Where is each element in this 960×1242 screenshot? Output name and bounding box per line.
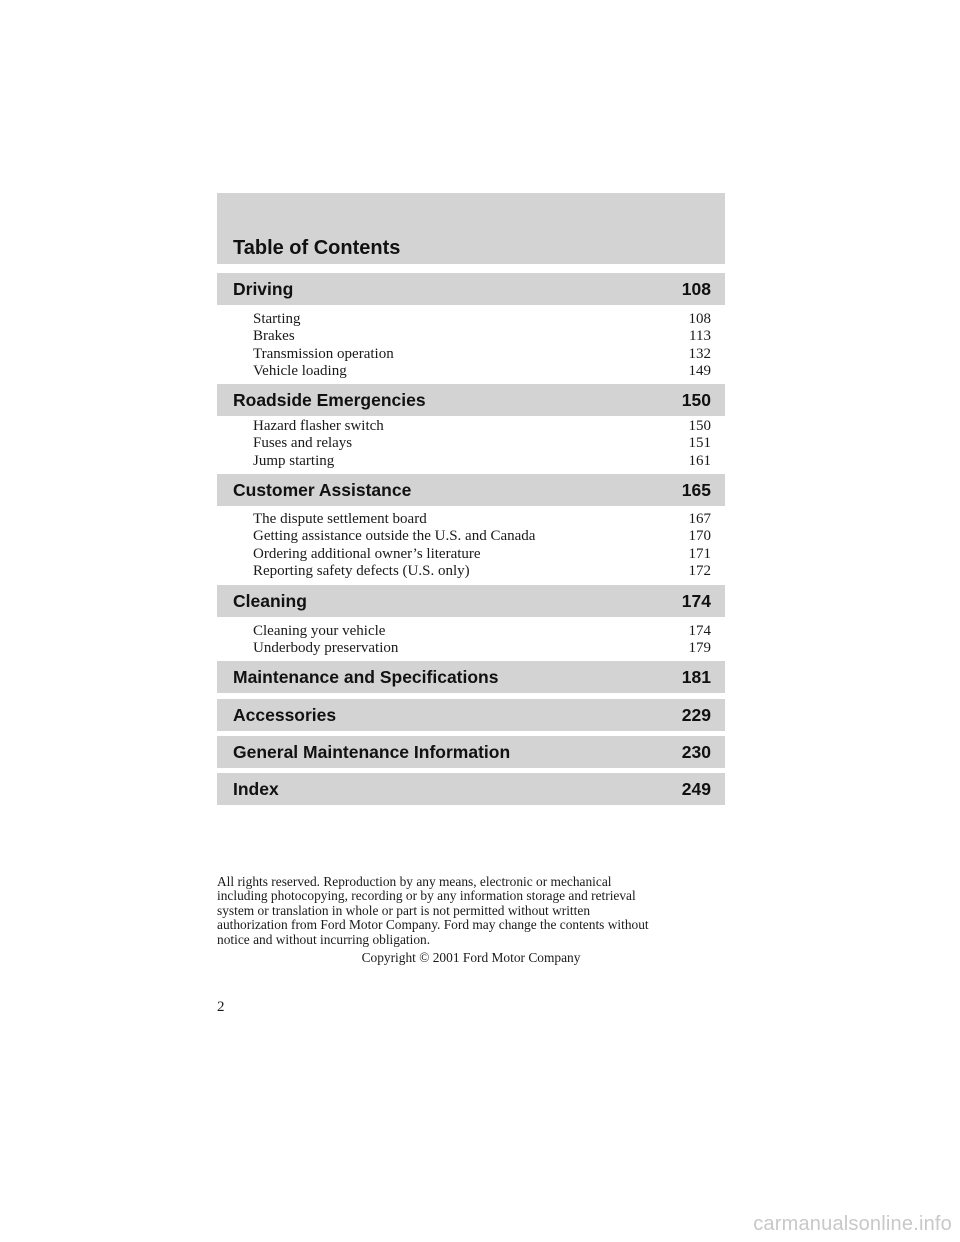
entry-label: Ordering additional owner’s literature [253,545,481,562]
section-title: Index [233,779,279,799]
entry-label: Getting assistance outside the U.S. and Canada [253,528,536,545]
section-accessories[interactable] [217,699,725,731]
toc-entry[interactable] [253,328,711,345]
entry-page: 179 [688,640,711,657]
section-title: Accessories [233,705,337,725]
entry-label: Hazard flasher switch [253,418,384,434]
toc-entry[interactable] [253,435,711,452]
toc-entry[interactable] [253,640,711,657]
section-page: 108 [681,279,711,299]
entry-page: 170 [688,528,711,545]
entry-page: 113 [689,328,711,345]
toc-entry[interactable] [253,346,711,363]
section-title: General Maintenance Information [233,742,511,762]
entry-page: 108 [688,311,711,327]
section-customer-entries [253,511,711,580]
toc-entry[interactable] [253,546,711,563]
section-title: Customer Assistance [233,480,412,500]
entry-label: Brakes [253,328,295,345]
entry-label: Fuses and relays [253,435,353,452]
section-title: Cleaning [233,591,307,611]
toc-entry[interactable] [253,623,711,640]
entry-page: 132 [688,345,711,362]
section-page: 174 [681,591,711,611]
entry-page: 167 [688,511,711,527]
section-page: 249 [681,779,711,799]
rights-notice [217,875,737,947]
entry-page: 161 [688,452,711,469]
section-maintenance-specifications[interactable] [217,661,725,693]
toc-header-bar [217,193,725,264]
entry-label: Jump starting [253,452,335,469]
entry-label: Underbody preservation [253,640,399,657]
page-number: 2 [217,999,225,1015]
toc-entry[interactable] [253,363,711,380]
section-general-maintenance-information[interactable] [217,736,725,768]
toc-entry[interactable] [253,311,711,328]
section-title: Roadside Emergencies [233,390,426,410]
section-roadside-emergencies[interactable] [217,384,725,416]
entry-page: 172 [688,562,711,579]
section-title: Driving [233,279,294,299]
copyright-notice: Copyright © 2001 Ford Motor Company [361,950,581,965]
section-cleaning[interactable] [217,585,725,617]
section-page: 230 [681,742,711,762]
section-customer-assistance[interactable] [217,474,725,506]
toc-entry[interactable] [253,418,711,435]
section-page: 165 [681,480,711,500]
section-page: 181 [681,667,711,687]
toc-entry[interactable] [253,453,711,470]
page-title: Table of Contents [233,237,401,259]
section-driving[interactable] [217,273,725,305]
rights-line: system or translation in whole or part is not permitted without written [217,902,591,918]
toc-entry[interactable] [253,528,711,545]
section-driving-entries [253,311,711,380]
entry-label: Cleaning your vehicle [253,623,386,639]
entry-page: 171 [688,545,711,562]
rights-line: notice and without incurring obligation. [217,931,431,947]
entry-page: 174 [688,623,711,639]
section-cleaning-entries [253,623,711,658]
entry-label: Vehicle loading [253,362,347,379]
rights-line: All rights reserved. Reproduction by any means, electronic or mechanical [217,874,612,889]
rights-line: authorization from Ford Motor Company. Ford may change the contents without [217,917,649,933]
entry-page: 150 [688,418,711,434]
entry-label: Transmission operation [253,345,394,362]
entry-page: 151 [688,435,711,452]
section-title: Maintenance and Specifications [233,667,499,687]
section-roadside-entries [253,418,711,470]
rights-line: including photocopying, recording or by any information storage and retrieval [217,888,636,904]
entry-label: The dispute settlement board [253,511,427,527]
section-page: 150 [681,390,711,410]
watermark: carmanualsonline.info [753,1213,952,1235]
entry-page: 149 [688,362,711,379]
entry-label: Reporting safety defects (U.S. only) [253,562,470,579]
section-page: 229 [681,705,711,725]
toc-entry[interactable] [253,563,711,580]
toc-entry[interactable] [253,511,711,528]
entry-label: Starting [253,311,301,327]
section-index[interactable] [217,773,725,805]
